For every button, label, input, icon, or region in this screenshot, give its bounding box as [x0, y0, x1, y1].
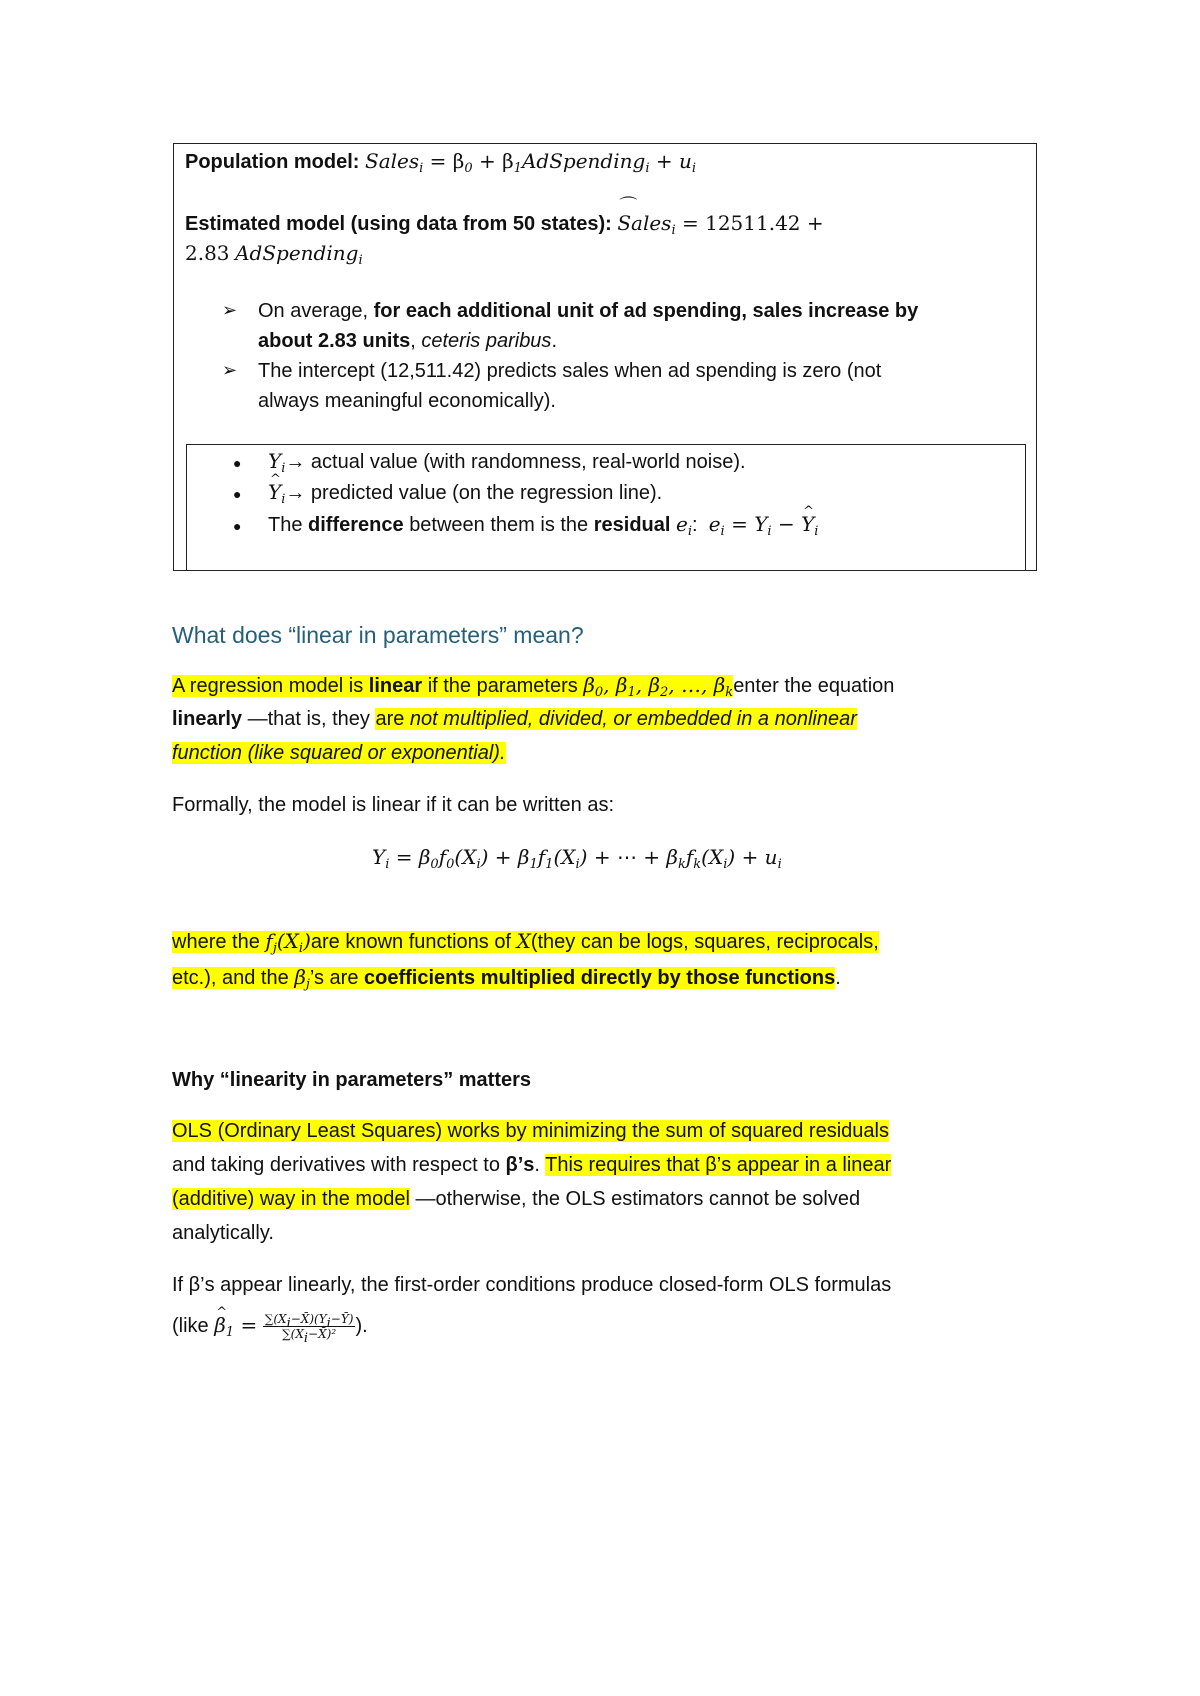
- ols-slope-formula: $\frac{\sum(X_i-X̄)(Y_i-Ȳ)}{\sum(X_i-X̄)^2}$: [264, 1312, 354, 1347]
- bullet-intercept: The intercept (12,511.42) predicts sales when ad spending is zero (not: [258, 360, 882, 382]
- paragraph-definition-3: function (like squared or exponential).: [172, 742, 506, 764]
- ols-formula-line: (like ^ $\beta_1$ = $\frac{\sum(X_i-X̄)(Y_i-Ȳ)}{\sum(X_i-X̄)^2}$ ).: [172, 1312, 368, 1341]
- paragraph-closed-form: If β’s appear linearly, the first-order conditions produce closed-form OLS formulas: [172, 1274, 892, 1296]
- paragraph-functions: where the $f_j(X_i)are$ known functions of X(they can be logs, squares, reciprocals,: [172, 929, 879, 956]
- bullet-dot-icon: ●: [233, 455, 242, 471]
- bullet-interpretation-2: about 2.83 units, ceteris paribus.: [258, 330, 557, 352]
- section-heading-linear: What does “linear in parameters” mean?: [172, 622, 584, 648]
- paragraph-ols-4: analytically.: [172, 1222, 274, 1244]
- paragraph-functions-2: etc.), and the $\beta_j’s$ are coefficients multiplied directly by those functions.: [172, 965, 841, 992]
- paragraph-definition: A regression model is linear if the parameters $\beta_0$, $\beta_1$, $\beta_2$, …, $\beta_kenter$ the equation: [172, 673, 895, 700]
- bullet-interpretation: On average, for each additional unit of ad spending, sales increase by: [258, 300, 919, 322]
- estimated-model-line-2: 2.83 AdSpending$_i$: [185, 241, 363, 268]
- bullet-dot-icon: ●: [233, 518, 242, 534]
- arrow-bullet-icon: ➢: [222, 300, 238, 320]
- estimated-model-line: Estimated model (using data from 50 states): ⌒ Sales$_i$ = 12511.42 +: [185, 210, 824, 237]
- general-linear-equation: $Y_i = \beta_0f_0(X_i) + \beta_1f_1(X_i)$ + ⋯ + $\beta_kf_k(X_i) + u_i$: [372, 845, 782, 872]
- paragraph-ols-3: (additive) way in the model —otherwise, the OLS estimators cannot be solved: [172, 1188, 861, 1210]
- arrow-bullet-icon: ➢: [222, 360, 238, 380]
- bullet-dot-icon: ●: [233, 486, 242, 502]
- paragraph-ols: OLS (Ordinary Least Squares) works by minimizing the sum of squared residuals: [172, 1120, 889, 1142]
- actual-value-item: $Y_i\to$ actual value (with randomness, real-world noise).: [268, 449, 746, 476]
- paragraph-definition-2: linearly —that is, they are not multiplied, divided, or embedded in a nonlinear: [172, 708, 857, 730]
- bullet-intercept-2: always meaningful economically).: [258, 390, 556, 412]
- predicted-value-item: ^ $Y_i\to$ predicted value (on the regression line).: [268, 479, 662, 506]
- paragraph-formally: Formally, the model is linear if it can be written as:: [172, 794, 615, 816]
- section-heading-why: Why “linearity in parameters” matters: [172, 1069, 532, 1091]
- population-model-line: Population model: Sales$_i$ = $\beta_0$ + $\beta_1AdSpending_i + u_i$: [185, 149, 697, 176]
- residual-item: The difference between them is the residual $e_i$: $e_i = Y_i$ − ^ $Y_i$: [268, 511, 818, 538]
- paragraph-ols-2: and taking derivatives with respect to β’s. This requires that β’s appear in a linear: [172, 1154, 892, 1176]
